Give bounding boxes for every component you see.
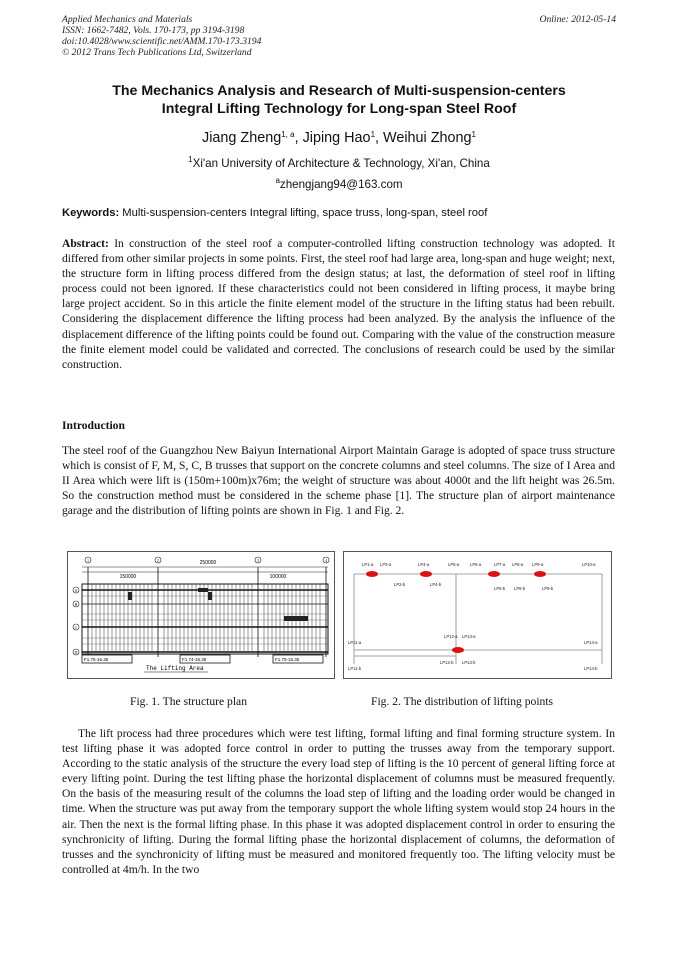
svg-text:3: 3: [257, 558, 259, 563]
keywords: Keywords: Multi-suspension-centers Integral lifting, space truss, long-span, steel roof: [62, 207, 488, 219]
author-name: Weihui Zhong: [383, 130, 472, 146]
svg-text:LP11-a: LP11-a: [348, 640, 362, 645]
svg-text:LP9-b: LP9-b: [542, 586, 554, 591]
abstract: Abstract: In construction of the steel roof a computer-controlled lifting construction technology was adopted. It differed from other similar projects in some points. First, the steel roof had large area, long-span and huge weight; next, the structure form in lifting process differed from the design status; at last, the deformation of steel roof in lifting process could not been ignored. If these characteristics could not been considered in lifting process, it maybe bring large project accident. So in this article the finite element model of the structure in the lifting status had been rebuilt. Considering the displacement difference the lifting process had been analyzed. By the analysis the influence of the displacement difference of the lifting points could be found out. Comparing with the value of the construction measure the finite element model could be validated and corrected. The conclusions of research could be used by the similar construction.: [62, 238, 615, 371]
svg-text:LP3-a: LP3-a: [380, 562, 392, 567]
svg-text:LP4-a: LP4-a: [418, 562, 430, 567]
body-paragraph: The lift process had three procedures which were test lifting, formal lifting and final forming structure system. In test lifting phase it was adopted force control in order to putting the trusses away from the temporary support. According to the static analysis of the structure the every load step of lifting is the 10 percent of general lifting force at every lifting point. During the test lifting phase the horizontal displacement of columns must be measured frequently. On the basis of the measuring result of the columns the load step of lifting and the loading order would be changed in time. When the structure was put away from the temporary support the whole lifting system would stop 24 hours in the air. Then the next is the formal lifting phase. In this phase it was adopted displacement control in order to ensuring the synchronicity of lifting. During the formal lifting phase the horizontal displacement of columns, the deformation of trusses and the synchronicity of lifting must be measured and monitored frequently too. The lifting velocity must be controlled at 4m/h. In the two: [62, 728, 615, 876]
svg-text:LP6-a: LP6-a: [470, 562, 482, 567]
figure-2-caption: Fig. 2. The distribution of lifting points: [371, 695, 554, 708]
svg-text:LP2-b: LP2-b: [394, 582, 406, 587]
svg-text:LP10-a: LP10-a: [582, 562, 596, 567]
dim-right-label: 100000: [269, 574, 287, 580]
svg-text:D: D: [74, 650, 78, 655]
svg-text:LP13-a: LP13-a: [462, 634, 476, 639]
truss-grid: [82, 567, 328, 657]
copyright: © 2012 Trans Tech Publications Ltd, Switzerland: [62, 47, 252, 58]
author-name: Jiang Zheng: [202, 130, 282, 146]
svg-text:F1.75-16.35: F1.75-16.35: [275, 657, 300, 662]
author-name: Jiping Hao: [302, 130, 371, 146]
svg-text:LP1-a: LP1-a: [362, 562, 374, 567]
affiliation: $^1$Xi'an University of Architecture & Technology, Xi'an, China: [188, 155, 490, 170]
svg-text:LP6-b: LP6-b: [494, 586, 506, 591]
svg-text:LP9-a: LP9-a: [532, 562, 544, 567]
row-axis-markers: [73, 587, 79, 655]
svg-text:LP5-a: LP5-a: [448, 562, 460, 567]
svg-text:A: A: [74, 588, 78, 593]
svg-text:F1.75-16.35: F1.75-16.35: [84, 657, 109, 662]
structure-plan-drawing: [68, 552, 334, 678]
svg-text:LP13-b: LP13-b: [462, 660, 476, 665]
issn: ISSN: 1662-7482, Vols. 170-173, pp 3194-3198: [62, 25, 245, 36]
figure-2-lifting-points: [343, 551, 612, 679]
journal-name: Applied Mechanics and Materials: [62, 14, 193, 25]
svg-text:C: C: [74, 625, 78, 630]
online-date: Online: 2012-05-14: [539, 14, 616, 25]
paper-title: The Mechanics Analysis and Research of Multi-suspension-centers Integral Lifting Technology for Long-span Steel Roof: [112, 83, 566, 117]
lifting-points-drawing: [344, 552, 611, 678]
svg-text:LP12-b: LP12-b: [440, 660, 454, 665]
svg-text:2: 2: [157, 558, 159, 563]
svg-text:B: B: [74, 602, 78, 607]
dim-total-label: 250000: [199, 560, 217, 566]
svg-text:LP14-b: LP14-b: [584, 666, 598, 671]
svg-text:LP7-a: LP7-a: [494, 562, 506, 567]
svg-text:4: 4: [325, 558, 327, 563]
svg-text:LP4-b: LP4-b: [430, 582, 442, 587]
svg-text:LP12-a: LP12-a: [444, 634, 458, 639]
svg-text:LP8-a: LP8-a: [512, 562, 524, 567]
figure-1-structure-plan: [67, 551, 335, 679]
author-list: Jiang Zheng$^{1, a}$, Jiping Hao$^1$, Weihui Zhong$^1$: [202, 130, 476, 146]
doi: doi:10.4028/www.scientific.net/AMM.170-173.3194: [62, 36, 262, 47]
section-heading-introduction: Introduction: [62, 419, 125, 432]
lifting-area-label: The Lifting Area: [146, 665, 204, 672]
author-email: $^a$zhengjang94@163.com: [275, 176, 403, 191]
journal-header: [62, 14, 261, 58]
intro-paragraph: The steel roof of the Guangzhou New Baiyun International Airport Maintain Garage is adopted of space truss structure which is consist of F, M, S, C, B trusses that support on the concrete columns and steel columns. The size of I Area and II Area which were lift is (150m+100m)x76m; the weight of structure was about 4000t and the lift height was 26.5m. So the construction method must be considered in the scheme phase [1]. The structure plan of airport maintenance garage and the distribution of lifting points are shown in Fig. 1 and Fig. 2.: [62, 445, 615, 518]
svg-text:F1.74-16.35: F1.74-16.35: [182, 657, 207, 662]
svg-text:LP11-b: LP11-b: [348, 666, 362, 671]
dim-left-label: 150000: [119, 574, 137, 580]
svg-text:LP14-a: LP14-a: [584, 640, 598, 645]
svg-text:LP8-b: LP8-b: [514, 586, 526, 591]
figure-1-caption: Fig. 1. The structure plan: [130, 695, 247, 708]
svg-text:1: 1: [87, 558, 89, 563]
